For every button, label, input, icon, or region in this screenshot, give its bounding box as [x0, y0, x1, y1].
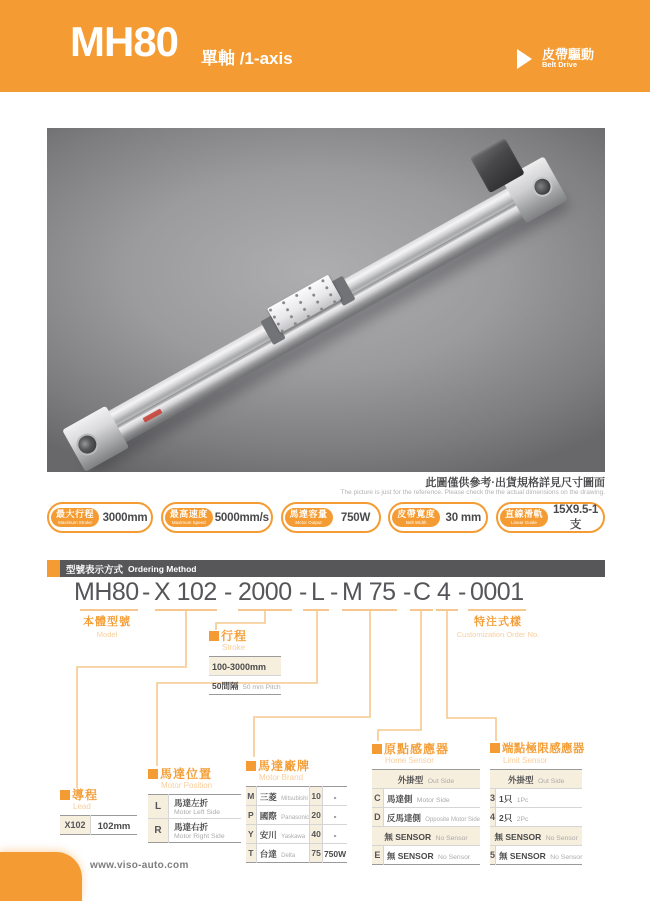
badge-value: 30 mm — [445, 511, 481, 524]
option-zh: 反馬達側 — [386, 813, 421, 823]
motor-position-block — [148, 768, 241, 843]
underline-position — [303, 609, 329, 611]
option-code: L — [148, 795, 169, 819]
table-row — [246, 787, 347, 806]
brand-val: - — [333, 811, 337, 821]
option-zh: 馬達側 — [386, 794, 413, 804]
limit-sensor-title-zh: 端點極限感應器 — [502, 743, 585, 755]
model-label — [74, 613, 140, 639]
square-bullet-icon — [490, 743, 500, 753]
brand-val: 750W — [323, 849, 347, 859]
code-segment-custom: 0001 — [470, 578, 524, 606]
lead-title — [60, 789, 137, 802]
option-en: 2Pc — [516, 816, 529, 823]
limit-sensor-table — [490, 769, 582, 865]
table-row — [246, 806, 347, 825]
ordering-method-bar — [47, 560, 605, 577]
photo-caption-zh: 此圖僅供參考·出貨規格詳見尺寸圖面 — [425, 477, 605, 489]
underline-model — [80, 609, 138, 611]
no-sensor-header-zh: 無 SENSOR — [384, 832, 432, 842]
spec-badges-row — [47, 502, 605, 533]
brand-en: Panasonic — [281, 815, 310, 821]
table-row — [246, 844, 347, 863]
motor-brand-title — [246, 760, 347, 773]
code-separator: - — [142, 578, 150, 606]
lead-code: X102 — [60, 816, 91, 835]
stroke-title-en: Stroke — [222, 643, 246, 652]
badge-label — [51, 508, 99, 527]
badge-motor-output — [281, 502, 381, 533]
code-segment-stroke: 2000 — [238, 578, 292, 606]
motor-brand-table — [246, 786, 347, 863]
table-row — [148, 819, 241, 843]
table-row — [209, 657, 281, 676]
option-code: 4 — [490, 808, 496, 827]
brand-zh: 三菱 — [259, 792, 277, 802]
motor-position-title-en: Motor Position — [161, 781, 213, 790]
sensor-header-en: Out Side — [427, 778, 455, 785]
page-title: MH80 — [70, 18, 179, 65]
home-sensor-title — [372, 743, 480, 756]
option-code: 3 — [490, 789, 496, 808]
badge-label — [285, 508, 333, 527]
code-segment-brand: M 75 — [342, 578, 396, 606]
code-segment-lead: X 102 — [154, 578, 217, 606]
sensor-header-en: Out Side — [537, 778, 565, 785]
badge-label — [165, 508, 213, 527]
badge-label-en: Motor Output — [295, 519, 322, 525]
accent-square-icon — [47, 560, 60, 577]
badge-value: 15X9.5-1 支 — [552, 503, 599, 531]
option-code: Y — [246, 825, 256, 844]
table-row — [372, 808, 480, 827]
brand-en: Mitsubishi — [281, 796, 308, 802]
square-bullet-icon — [372, 744, 382, 754]
brand-num: 75 — [310, 844, 323, 863]
badge-label-zh: 馬達容量 — [289, 509, 328, 519]
underline-brand — [342, 609, 397, 611]
square-bullet-icon — [60, 790, 70, 800]
table-row — [148, 795, 241, 819]
linear-actuator — [72, 163, 566, 467]
table-row — [246, 825, 347, 844]
lead-table — [60, 815, 137, 835]
stroke-title-zh: 行程 — [221, 629, 248, 643]
brand-en: Delta — [281, 853, 296, 859]
axis-subtitle — [201, 44, 293, 69]
option-code: E — [372, 846, 383, 865]
option-code: M — [246, 787, 256, 806]
code-segment-limit-sensor: 4 — [437, 578, 451, 606]
table-row — [490, 808, 582, 827]
square-bullet-icon — [246, 761, 256, 771]
underline-home-sensor — [410, 609, 433, 611]
table-row — [209, 676, 281, 695]
table-row — [372, 827, 480, 846]
brand-num: 10 — [310, 787, 323, 806]
underline-lead — [155, 609, 217, 611]
code-segment-home-sensor: C — [413, 578, 431, 606]
option-en: Motor Side — [416, 797, 450, 804]
table-row — [372, 789, 480, 808]
limit-sensor-title — [490, 743, 585, 756]
home-sensor-title-en: Home Sensor — [385, 756, 434, 765]
brand-zh: 安川 — [259, 830, 277, 840]
lead-title-zh: 導程 — [72, 788, 99, 802]
badge-max-speed — [161, 502, 273, 533]
home-sensor-title-zh: 原點感應器 — [384, 742, 450, 756]
option-en: No Sensor — [438, 854, 471, 861]
drive-type-en: Belt Drive — [542, 60, 578, 69]
option-zh: 馬達左折 — [174, 798, 209, 808]
badge-label — [500, 508, 548, 527]
option-en: Motor Left Side — [174, 809, 221, 816]
table-row — [490, 770, 582, 789]
badge-belt-width — [388, 502, 488, 533]
model-label-zh: 本體型號 — [83, 616, 131, 628]
badge-label-en: Belt Width — [406, 519, 427, 525]
option-en: 1Pc — [516, 797, 529, 804]
square-bullet-icon — [148, 769, 158, 779]
option-en: No Sensor — [550, 854, 583, 861]
badge-label-en: Maximum Stroke — [58, 519, 92, 525]
rail-groove — [82, 182, 555, 448]
model-label-en: Model — [96, 630, 118, 639]
lead-block — [60, 789, 137, 835]
brand-val: - — [333, 830, 337, 840]
motor-position-table — [148, 794, 241, 843]
product-photo — [47, 128, 605, 472]
brand-zh: 國際 — [259, 811, 277, 821]
customization-label — [440, 613, 556, 639]
badge-label — [392, 508, 440, 527]
code-separator: - — [458, 578, 466, 606]
badge-linear-guide — [496, 502, 605, 533]
badge-value: 750W — [340, 511, 371, 524]
option-zh: 無 SENSOR — [499, 851, 546, 861]
axis-subtitle-zh: 單軸 — [201, 49, 235, 68]
badge-value: 5000mm/s — [214, 511, 269, 524]
ordering-title-zh: 型號表示方式 — [66, 564, 124, 576]
brand-en: Yaskawa — [281, 834, 306, 840]
code-segment-position: L — [311, 578, 325, 606]
lead-title-en: Lead — [73, 802, 91, 811]
badge-label-en: Maximum Speed — [171, 519, 206, 525]
stroke-pitch-en: 50 mm Pitch — [242, 684, 281, 691]
sensor-header-zh: 外掛型 — [397, 775, 424, 785]
page-header — [0, 0, 650, 92]
option-zh: 無 SENSOR — [386, 851, 434, 861]
lead-value: 102mm — [97, 821, 131, 832]
stroke-pitch-zh: 50間隔 — [212, 681, 239, 691]
table-row — [372, 846, 480, 865]
option-code: R — [148, 819, 169, 843]
website-link[interactable]: www.viso-auto.com — [90, 860, 189, 871]
square-bullet-icon — [209, 631, 219, 641]
option-zh: 2只 — [499, 813, 513, 823]
option-code: C — [372, 789, 383, 808]
customization-label-zh: 特注式樣 — [474, 616, 522, 628]
sensor-header-zh: 外掛型 — [507, 775, 534, 785]
no-sensor-header-en: No Sensor — [545, 835, 578, 842]
no-sensor-header-zh: 無 SENSOR — [494, 832, 542, 842]
option-en: Opposite Motor Side — [425, 817, 480, 823]
badge-value: 3000mm — [102, 511, 148, 524]
table-row — [372, 770, 480, 789]
code-segment-model: MH80 — [74, 578, 139, 606]
code-separator: - — [330, 578, 338, 606]
stroke-range: 100-3000mm — [212, 662, 267, 672]
limit-sensor-title-en: Limit Sensor — [503, 756, 548, 765]
axis-subtitle-en: /1-axis — [239, 49, 293, 68]
motor-brand-block — [246, 760, 347, 863]
brand-val: - — [333, 792, 337, 802]
play-triangle-icon — [517, 49, 532, 69]
option-zh: 1只 — [499, 794, 513, 804]
footer-accent-shape — [0, 852, 82, 901]
photo-caption-en: The picture is just for the reference. Please check the the actual dimensions on the drawing. — [340, 489, 605, 496]
drive-type-zh: 皮帶驅動 — [542, 47, 595, 62]
brand-zh: 台達 — [259, 849, 277, 859]
stroke-table — [209, 656, 281, 695]
stroke-title — [209, 630, 281, 643]
table-row — [60, 816, 137, 835]
option-code: 5 — [490, 846, 496, 865]
limit-sensor-block — [490, 743, 585, 865]
badge-max-stroke — [47, 502, 153, 533]
customization-label-en: Customization Order No. — [456, 630, 540, 639]
end-bore — [72, 430, 102, 460]
drive-bore — [529, 173, 556, 200]
table-row — [490, 789, 582, 808]
motor-position-title-zh: 馬達位置 — [160, 767, 213, 781]
option-en: Motor Right Side — [174, 833, 225, 840]
underline-stroke — [238, 609, 292, 611]
option-zh: 馬達右折 — [174, 822, 209, 832]
option-code: D — [372, 808, 383, 827]
no-sensor-header-en: No Sensor — [435, 835, 468, 842]
code-separator: - — [299, 578, 307, 606]
underline-limit-sensor — [436, 609, 458, 611]
code-separator: - — [224, 578, 232, 606]
badge-label-en: Linear Guide — [511, 519, 537, 525]
brand-num: 20 — [310, 806, 323, 825]
underline-custom — [468, 609, 526, 611]
brand-num: 40 — [310, 825, 323, 844]
badge-label-zh: 皮帶寬度 — [397, 509, 436, 519]
code-separator: - — [403, 578, 411, 606]
home-sensor-block — [372, 743, 480, 865]
table-row — [490, 846, 582, 865]
motor-position-title — [148, 768, 241, 781]
home-sensor-table — [372, 769, 480, 865]
option-code: P — [246, 806, 256, 825]
stroke-block — [209, 630, 281, 695]
motor-brand-title-en: Motor Brand — [259, 773, 304, 782]
table-row — [490, 827, 582, 846]
option-code: T — [246, 844, 256, 863]
badge-label-zh: 最大行程 — [56, 509, 95, 519]
badge-label-zh: 最高速度 — [169, 509, 208, 519]
badge-label-zh: 直線滑軌 — [505, 509, 544, 519]
ordering-title-en: Ordering Method — [128, 563, 197, 574]
motor-brand-title-zh: 馬達廠牌 — [258, 759, 311, 773]
